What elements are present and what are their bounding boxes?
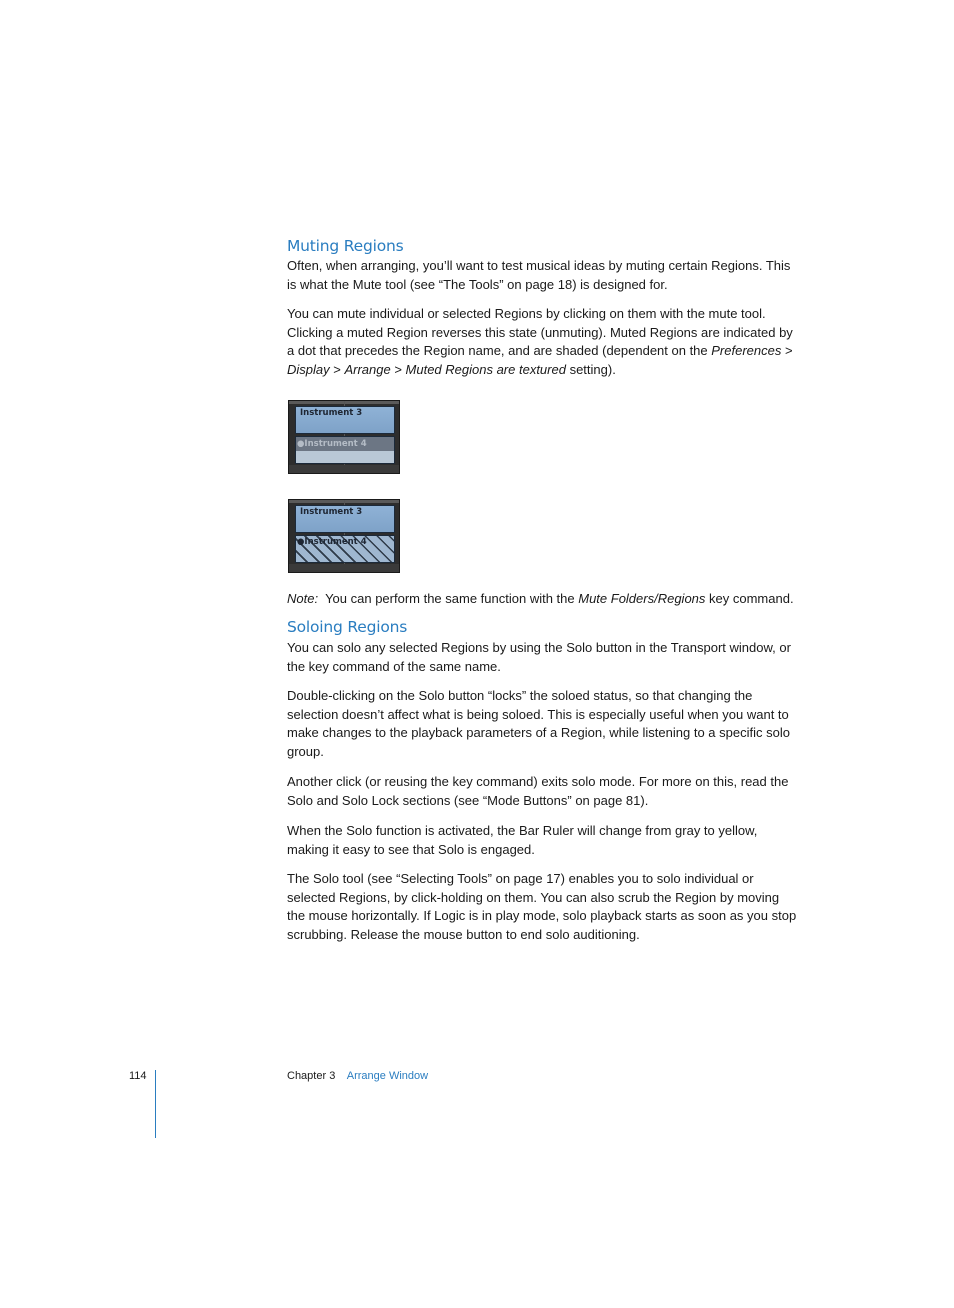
region-instrument-3 [295,505,395,533]
chapter-title: Arrange Window [346,1070,429,1082]
region-label: ●Instrument 4 [296,437,394,451]
path-separator: > [781,343,793,359]
paragraph: You can solo any selected Regions by using the Solo button in the Transport window, or the key command of the same name. [287,640,791,674]
muting-intro-paragraph [287,257,799,294]
menu-path-preferences: Preferences [711,343,782,359]
region-label: Instrument 3 [300,507,363,517]
paragraph [287,590,799,609]
soloing-paragraph-1 [287,639,799,676]
soloing-paragraph-5 [287,870,799,944]
paragraph: Often, when arranging, you’ll want to test musical ideas by muting certain Regions. This is what the Mute tool (see “The Tools” on page 18) is designed for. [287,258,791,292]
muted-region-shaded-screenshot [288,400,400,474]
text-run: setting). [565,361,616,377]
running-footer [287,1070,428,1082]
region-instrument-4-muted [295,436,395,464]
path-separator: > [390,361,406,377]
muting-regions-section [287,237,799,255]
paragraph: The Solo tool (see “Selecting Tools” on page 17) enables you to solo individual or selected Regions, by click-holding on them. You can also scrub the Region by moving the mouse horizontally. If Logic is in play mode, solo playback starts as soon as you stop scrubbing. Release the mouse button to end solo auditioning. [287,871,797,942]
paragraph: When the Solo function is activated, the Bar Ruler will change from gray to yellow, making it easy to see that Solo is engaged. [287,823,758,857]
path-separator: > [329,361,345,377]
soloing-paragraph-2 [287,687,799,761]
paragraph: Another click (or reusing the key command) exits solo mode. For more on this, read the Solo and Solo Lock sections (see “Mode Buttons” on page 81). [287,774,789,808]
muted-region-textured-screenshot [288,499,400,573]
track-bottom-band [289,564,399,572]
region-instrument-4-textured [295,535,395,563]
footer-rule [155,1070,156,1138]
paragraph [287,305,799,379]
text-run: key command. [705,591,794,606]
text-run: You can mute individual or selected Regions by clicking on them with the mute tool. Clicking a muted Region reverses this state (unmuting). Muted Regions are indicated by a dot that precedes the Region name, and are shaded (dependent on the [287,306,793,359]
soloing-paragraph-4 [287,822,799,859]
menu-path-setting: Muted Regions are textured [405,361,566,377]
region-instrument-3 [295,406,395,434]
chapter-label: Chapter 3 [287,1070,336,1082]
key-command-name: Mute Folders/Regions [578,591,706,606]
section-heading-soloing: Soloing Regions [287,618,408,636]
note-label: Note: [287,591,319,606]
page-number: 114 [129,1070,147,1082]
menu-path-display: Display [287,361,330,377]
note-paragraph [287,590,799,609]
muting-detail-paragraph [287,305,799,379]
soloing-paragraph-3 [287,773,799,810]
menu-path-arrange: Arrange [344,361,391,377]
region-label: ●Instrument 4 [297,537,367,547]
soloing-regions-section [287,618,799,636]
track-bottom-band [289,465,399,473]
text-run: You can perform the same function with the [318,591,579,606]
paragraph: Double-clicking on the Solo button “locks” the soloed status, so that changing the selection doesn’t affect what is being soloed. This is especially useful when you want to make changes to the playback parameters of a Region, while listening to a specific solo group. [287,688,790,759]
section-heading-muting: Muting Regions [287,237,404,255]
region-label: Instrument 3 [300,408,363,418]
